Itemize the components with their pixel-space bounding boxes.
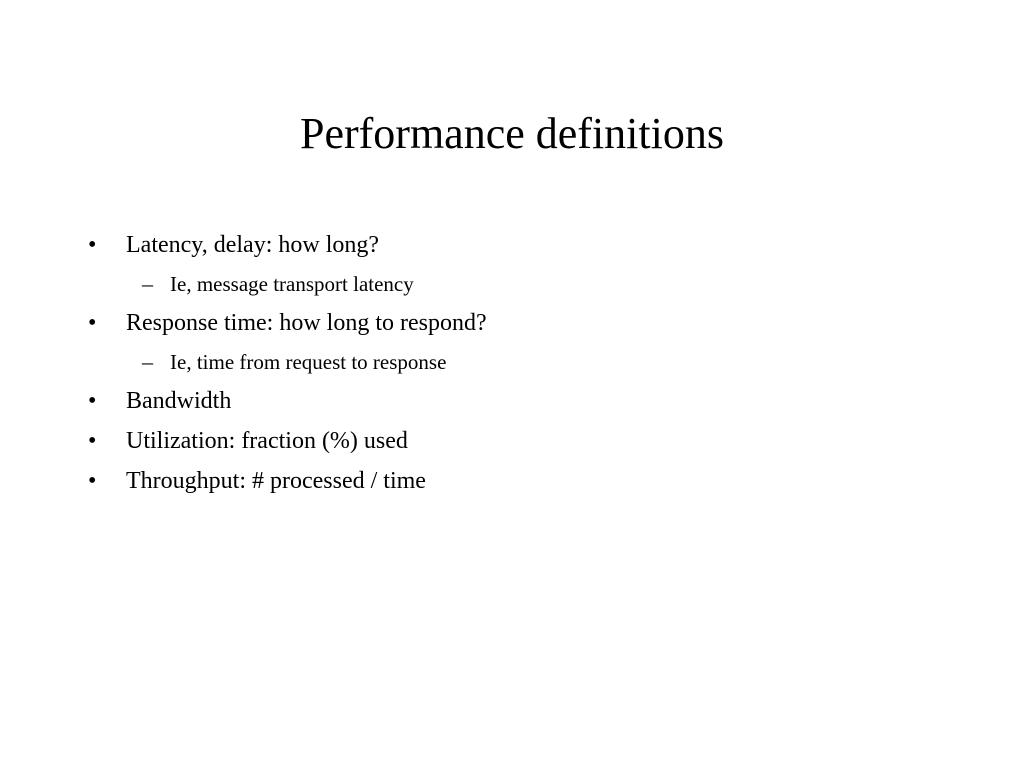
sub-bullet-text: Ie, message transport latency [170, 272, 414, 296]
sub-bullet-item-latency-example [0, 268, 1024, 306]
bullet-marker: • [88, 232, 97, 258]
bullet-list [0, 228, 1024, 504]
bullet-marker: • [88, 310, 97, 336]
bullet-text: Throughput: # processed / time [126, 468, 426, 494]
bullet-item-throughput [0, 464, 1024, 504]
sub-bullet-item-response-example [0, 346, 1024, 384]
bullet-marker: • [88, 468, 97, 494]
bullet-item-response-time [0, 306, 1024, 346]
bullet-marker: • [88, 388, 97, 414]
bullet-text: Bandwidth [126, 388, 232, 414]
bullet-marker: • [88, 428, 97, 454]
bullet-item-utilization [0, 424, 1024, 464]
bullet-item-bandwidth [0, 384, 1024, 424]
bullet-text: Latency, delay: how long? [126, 232, 380, 258]
sub-bullet-text: Ie, time from request to response [170, 350, 447, 374]
sub-bullet-marker: – [142, 271, 153, 296]
bullet-item-latency [0, 228, 1024, 268]
bullet-text: Response time: how long to respond? [126, 310, 487, 336]
slide-title: Performance definitions [300, 109, 724, 158]
sub-bullet-marker: – [142, 349, 153, 374]
bullet-text: Utilization: fraction (%) used [126, 428, 408, 454]
